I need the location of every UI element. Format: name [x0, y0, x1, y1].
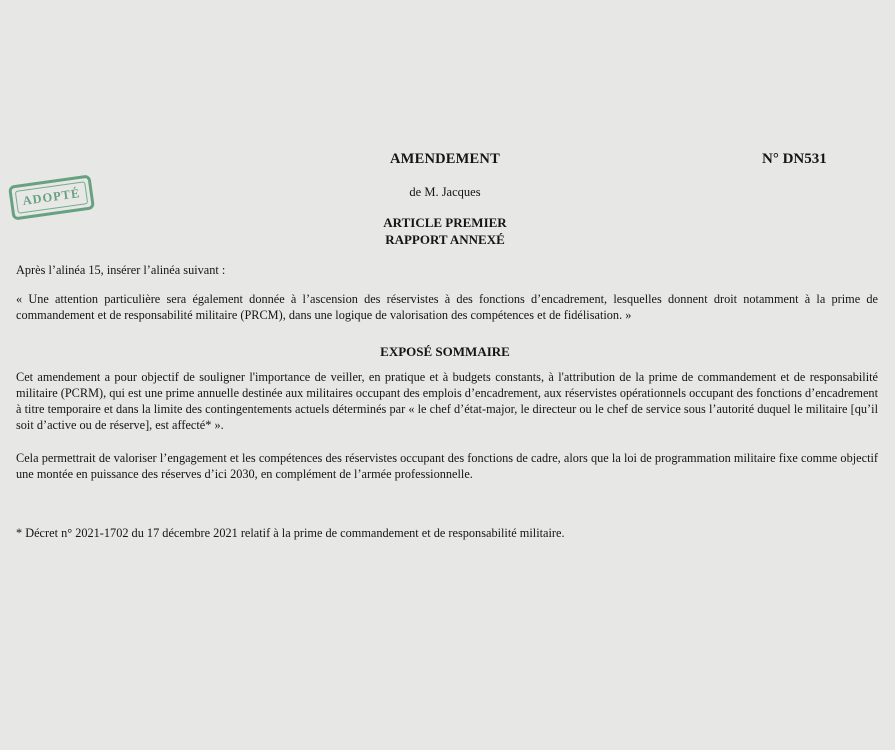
summary-paragraph-2: Cela permettrait de valoriser l’engagement et les compétences des réservistes occupant des fonctions de cadre, alors que la loi de programmation militaire fixe comme objectif une montée en puissance des réserves d’ici 2030, en complément de l’armée professionnelle.: [16, 451, 878, 481]
quoted-paragraph: « Une attention particulière sera également donnée à l’ascension des réservistes à des fonctions d’encadrement, lesquelles donnent droit notamment à la prime de commandement et de responsabilité militaire (PRCM), dans une logique de valorisation des compétences et de fidélisation. »: [16, 292, 878, 322]
document-title: AMENDEMENT: [390, 151, 500, 167]
article-line-2: RAPPORT ANNEXÉ: [385, 232, 505, 247]
article-heading: [300, 214, 590, 248]
summary-paragraph-1: Cet amendement a pour objectif de souligner l'importance de veiller, en pratique et à budgets constants, à l'attribution de la prime de commandement et de responsabilité militaire (PCRM), qui est une prime annuelle destinée aux militaires occupant des emplois d’encadrement, aux réservistes opérationnels occupant des fonctions d’encadrement à titre temporaire et dans la limite des contingentements actuels déterminés par « le chef d’état-major, le directeur ou le chef de service sous l’autorité duquel le militaire [qu’il soit d’active ou de réserve], est affecté* ».: [16, 370, 878, 432]
adopted-stamp: [8, 174, 95, 220]
instruction-paragraph: Après l’alinéa 15, insérer l’alinéa suivant :: [16, 263, 226, 277]
article-line-1: ARTICLE PREMIER: [383, 215, 507, 230]
summary-heading: EXPOSÉ SOMMAIRE: [380, 344, 510, 359]
amendment-number: N° DN531: [762, 151, 827, 167]
footnote: * Décret n° 2021-1702 du 17 décembre 2021 relatif à la prime de commandement et de responsabilité militaire.: [16, 526, 565, 540]
stamp-text: ADOPTÉ: [21, 186, 82, 208]
author-line: de M. Jacques: [409, 185, 481, 199]
